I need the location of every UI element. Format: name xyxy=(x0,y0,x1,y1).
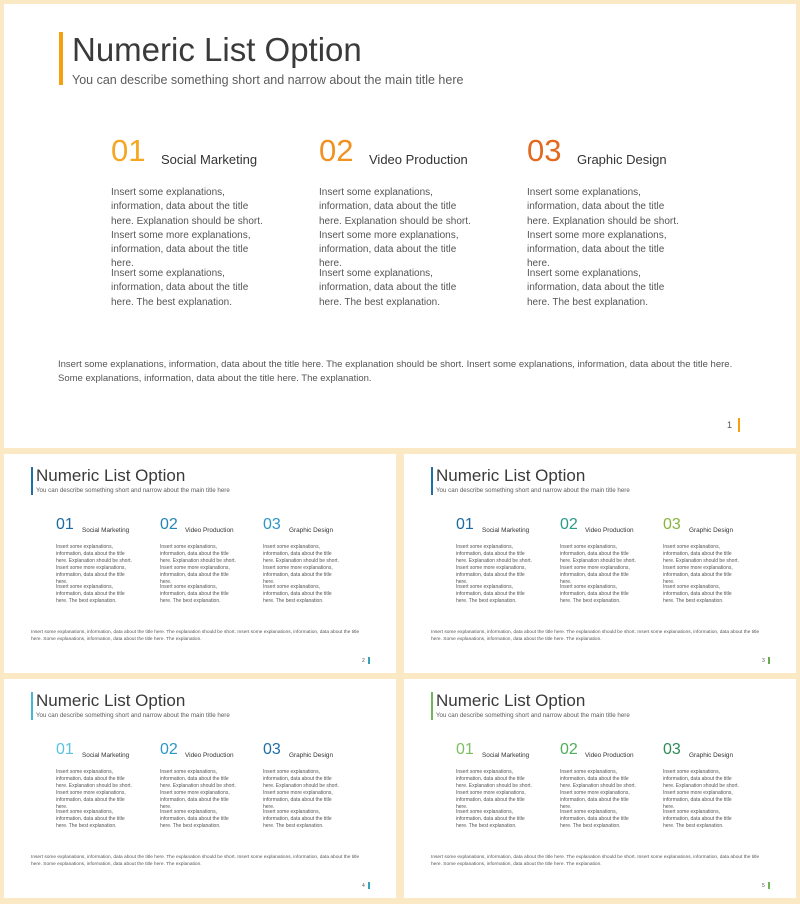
item-2-paragraph-2: Insert some explanations, information, data about the title here. The best explanation. xyxy=(319,268,457,308)
item-2-paragraph-2: Insert some explanations, information, data about the title here. The best explanation. xyxy=(160,584,229,605)
page-number: 4 xyxy=(362,883,365,889)
item-2-paragraph-1: Insert some explanations, information, data about the title here. Explanation should be short. Insert some more explanations, information, data about the title here. xyxy=(160,769,236,811)
item-title-social-marketing: Social Marketing xyxy=(82,527,130,534)
item-3-paragraph-2: Insert some explanations, information, data about the title here. The best explanation. xyxy=(263,809,332,830)
item-2-paragraph-1: Insert some explanations, information, data about the title here. Explanation should be short. Insert some more explanations, information, data about the title here. xyxy=(160,544,236,586)
item-1-paragraph-1: Insert some explanations, information, data about the title here. Explanation should be short. Insert some more explanations, information, data about the title here. xyxy=(56,544,132,586)
item-number-2: 02 xyxy=(160,516,178,533)
slide-subtitle: You can describe something short and narrow about the main title here xyxy=(436,487,630,494)
item-2-paragraph-2: Insert some explanations, information, data about the title here. The best explanation. xyxy=(560,809,629,830)
item-title-graphic-design: Graphic Design xyxy=(577,152,667,167)
item-3-paragraph-2: Insert some explanations, information, data about the title here. The best explanation. xyxy=(527,268,665,308)
item-number-3: 03 xyxy=(527,133,562,168)
item-title-graphic-design: Graphic Design xyxy=(289,752,334,759)
slide-title: Numeric List Option xyxy=(36,691,186,710)
item-1-paragraph-2: Insert some explanations, information, data about the title here. The best explanation. xyxy=(56,809,125,830)
item-1-paragraph-1: Insert some explanations, information, data about the title here. Explanation should be short. Insert some more explanations, information, data about the title here. xyxy=(456,769,532,811)
page-number-marker xyxy=(368,657,370,664)
page-number-marker xyxy=(768,882,770,889)
item-2-paragraph-1: Insert some explanations, information, data about the title here. Explanation should be short. Insert some more explanations, information, data about the title here. xyxy=(319,187,471,270)
item-3-paragraph-2: Insert some explanations, information, data about the title here. The best explanation. xyxy=(663,809,732,830)
item-title-video-production: Video Production xyxy=(185,752,234,759)
title-accent-bar xyxy=(31,467,33,495)
slide-3[interactable] xyxy=(404,454,796,673)
title-accent-bar xyxy=(59,32,63,85)
item-title-social-marketing: Social Marketing xyxy=(482,527,530,534)
slide-4[interactable] xyxy=(4,679,396,898)
page-number: 5 xyxy=(762,883,765,889)
item-title-video-production: Video Production xyxy=(369,152,468,167)
item-title-social-marketing: Social Marketing xyxy=(482,752,530,759)
item-2-paragraph-1: Insert some explanations, information, data about the title here. Explanation should be short. Insert some more explanations, information, data about the title here. xyxy=(560,769,636,811)
item-1-paragraph-2: Insert some explanations, information, data about the title here. The best explanation. xyxy=(111,268,249,308)
item-title-graphic-design: Graphic Design xyxy=(689,527,734,534)
item-number-2: 02 xyxy=(560,741,578,758)
item-title-social-marketing: Social Marketing xyxy=(82,752,130,759)
item-number-3: 03 xyxy=(263,516,281,533)
item-number-1: 01 xyxy=(56,516,74,533)
item-2-paragraph-1: Insert some explanations, information, data about the title here. Explanation should be short. Insert some more explanations, information, data about the title here. xyxy=(560,544,636,586)
slide-title: Numeric List Option xyxy=(436,466,586,485)
footer-text: Insert some explanations, information, data about the title here. The explanation should be short. Insert some explanations, information, data about the title here. Some explanations, information, data about the title here. The explanation. xyxy=(431,855,760,868)
item-number-2: 02 xyxy=(160,741,178,758)
item-number-1: 01 xyxy=(111,133,146,168)
item-number-1: 01 xyxy=(456,516,474,533)
item-3-paragraph-2: Insert some explanations, information, data about the title here. The best explanation. xyxy=(663,584,732,605)
slide-title: Numeric List Option xyxy=(436,691,586,710)
item-title-graphic-design: Graphic Design xyxy=(689,752,734,759)
item-number-3: 03 xyxy=(263,741,281,758)
item-1-paragraph-1: Insert some explanations, information, data about the title here. Explanation should be short. Insert some more explanations, information, data about the title here. xyxy=(56,769,132,811)
page-number: 3 xyxy=(762,658,765,664)
item-title-social-marketing: Social Marketing xyxy=(161,152,258,167)
item-title-video-production: Video Production xyxy=(185,527,234,534)
item-1-paragraph-2: Insert some explanations, information, data about the title here. The best explanation. xyxy=(56,584,125,605)
item-title-graphic-design: Graphic Design xyxy=(289,527,334,534)
item-number-3: 03 xyxy=(663,516,681,533)
page-number-marker xyxy=(738,418,740,432)
item-3-paragraph-1: Insert some explanations, information, data about the title here. Explanation should be short. Insert some more explanations, information, data about the title here. xyxy=(263,544,339,586)
slide-subtitle: You can describe something short and narrow about the main title here xyxy=(72,73,464,87)
item-2-paragraph-2: Insert some explanations, information, data about the title here. The best explanation. xyxy=(160,809,229,830)
item-title-video-production: Video Production xyxy=(585,752,634,759)
slide-subtitle: You can describe something short and narrow about the main title here xyxy=(436,712,630,719)
page-number-marker xyxy=(768,657,770,664)
item-1-paragraph-1: Insert some explanations, information, data about the title here. Explanation should be short. Insert some more explanations, information, data about the title here. xyxy=(456,544,532,586)
item-3-paragraph-2: Insert some explanations, information, data about the title here. The best explanation. xyxy=(263,584,332,605)
title-accent-bar xyxy=(431,467,433,495)
footer-text: Insert some explanations, information, data about the title here. The explanation should be short. Insert some explanations, information, data about the title here. Some explanations, information, data about the title here. The explanation. xyxy=(31,630,360,643)
slide-title: Numeric List Option xyxy=(36,466,186,485)
item-number-1: 01 xyxy=(56,741,74,758)
page-number-marker xyxy=(368,882,370,889)
item-1-paragraph-1: Insert some explanations, information, data about the title here. Explanation should be short. Insert some more explanations, information, data about the title here. xyxy=(111,187,263,270)
item-2-paragraph-2: Insert some explanations, information, data about the title here. The best explanation. xyxy=(560,584,629,605)
item-1-paragraph-2: Insert some explanations, information, data about the title here. The best explanation. xyxy=(456,584,525,605)
item-title-video-production: Video Production xyxy=(585,527,634,534)
slide-1[interactable] xyxy=(4,4,796,448)
slide-5[interactable] xyxy=(404,679,796,898)
title-accent-bar xyxy=(31,692,33,720)
page-number: 2 xyxy=(362,658,365,664)
item-3-paragraph-1: Insert some explanations, information, data about the title here. Explanation should be short. Insert some more explanations, information, data about the title here. xyxy=(663,544,739,586)
slide-subtitle: You can describe something short and narrow about the main title here xyxy=(36,487,230,494)
slide-title: Numeric List Option xyxy=(72,31,362,68)
item-number-2: 02 xyxy=(560,516,578,533)
slide-subtitle: You can describe something short and narrow about the main title here xyxy=(36,712,230,719)
footer-text: Insert some explanations, information, data about the title here. The explanation should be short. Insert some explanations, information, data about the title here. Some explanations, information, data about the title here. The explanation. xyxy=(31,855,360,868)
title-accent-bar xyxy=(431,692,433,720)
item-3-paragraph-1: Insert some explanations, information, data about the title here. Explanation should be short. Insert some more explanations, information, data about the title here. xyxy=(527,187,679,270)
item-number-2: 02 xyxy=(319,133,354,168)
item-number-1: 01 xyxy=(456,741,474,758)
footer-text: Insert some explanations, information, data about the title here. The explanation should be short. Insert some explanations, information, data about the title here. Some explanations, information, data about the title here. The explanation. xyxy=(431,630,760,643)
item-number-3: 03 xyxy=(663,741,681,758)
item-1-paragraph-2: Insert some explanations, information, data about the title here. The best explanation. xyxy=(456,809,525,830)
footer-text: Insert some explanations, information, data about the title here. The explanation should be short. Insert some explanations, information, data about the title here. Some explanations, information, data about the title here. The explanation. xyxy=(58,359,733,385)
page-number: 1 xyxy=(727,420,733,430)
slide-2[interactable] xyxy=(4,454,396,673)
item-3-paragraph-1: Insert some explanations, information, data about the title here. Explanation should be short. Insert some more explanations, information, data about the title here. xyxy=(663,769,739,811)
item-3-paragraph-1: Insert some explanations, information, data about the title here. Explanation should be short. Insert some more explanations, information, data about the title here. xyxy=(263,769,339,811)
